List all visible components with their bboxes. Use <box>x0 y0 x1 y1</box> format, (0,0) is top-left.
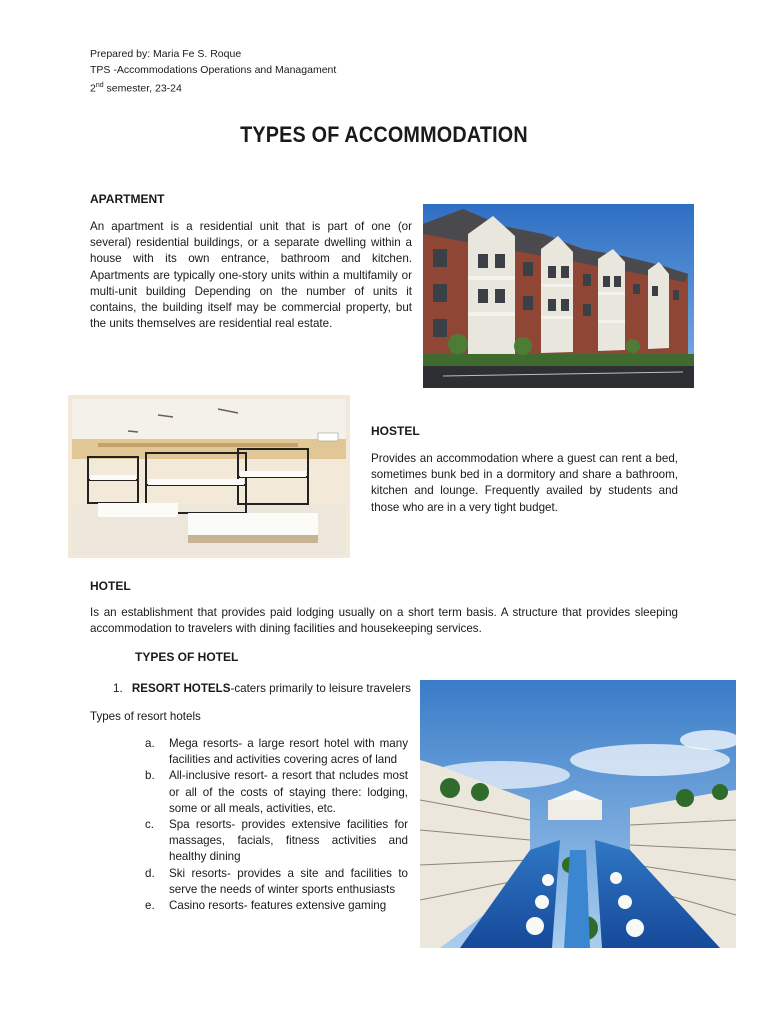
list-item <box>145 817 408 866</box>
list-item-text: All-inclusive resort- a resort that ncludes most or all of the costs of staying there: lodging, some or all meals, activities, etc. <box>169 769 408 815</box>
resort-types-list <box>145 736 408 914</box>
hotel-type-1-number: 1. <box>113 682 123 695</box>
apartment-photo <box>423 204 694 388</box>
hotel-type-1-description: -caters primarily to leisure travelers <box>230 682 411 695</box>
list-marker: e. <box>145 899 155 913</box>
list-item-text: Ski resorts- provides a site and facilities to serve the needs of winter sports enthusiasts <box>169 866 408 896</box>
course-name: TPS -Accommodations Operations and Managament <box>90 64 337 76</box>
list-marker: a. <box>145 737 155 750</box>
semester <box>90 78 182 97</box>
list-item <box>145 898 408 914</box>
list-item <box>145 736 408 768</box>
list-item-text: Spa resorts- provides extensive facilities for massages, facials, fitness activities and healthy dining <box>169 818 408 864</box>
list-marker: b. <box>145 769 155 783</box>
list-marker: d. <box>145 866 155 880</box>
resort-types-label: Types of resort hotels <box>90 710 201 723</box>
hotel-type-1 <box>113 681 413 697</box>
semester-number: 2 <box>90 82 96 95</box>
hostel-photo <box>68 395 350 558</box>
list-item-text: Casino resorts- features extensive gaming <box>169 899 387 913</box>
hostel-text: Provides an accommodation where a guest can rent a bed, sometimes bunk bed in a dormitory and share a bathroom, kitchen and lounge. Frequently availed by students and those who are in a very tight budget. <box>371 452 678 514</box>
list-marker: c. <box>145 818 155 832</box>
list-item <box>145 768 408 817</box>
resort-hotel-photo <box>420 680 736 948</box>
apartment-heading: APARTMENT <box>90 192 165 206</box>
list-item-text: Mega resorts- a large resort hotel with many facilities and activities covering acres of land <box>169 737 408 767</box>
semester-text: semester, 23-24 <box>103 82 182 95</box>
apartment-text: An apartment is a residential unit that is part of one (or several) residential buildings, or a separate dwelling within a house with its own entrance, bathroom and kitchen. Apartments are typically one-story units within a multifamily or multi-unit building Depending on the number of units it contains, the building itself may be commercial property, but the units themselves are residential real estate. <box>90 220 412 331</box>
list-item <box>145 866 408 898</box>
types-of-hotel-heading: TYPES OF HOTEL <box>135 650 239 664</box>
page-title: TYPES OF ACCOMMODATION <box>240 122 528 147</box>
hotel-text: Is an establishment that provides paid lodging usually on a short term basis. A structure that provides sleeping accommodation to travelers with dining facilities and housekeeping services. <box>90 606 678 636</box>
hostel-heading: HOSTEL <box>371 424 420 438</box>
hotel-heading: HOTEL <box>90 579 131 593</box>
semester-suffix: nd <box>95 82 104 89</box>
prepared-by: Prepared by: Maria Fe S. Roque <box>90 48 242 60</box>
hotel-type-1-name: RESORT HOTELS <box>131 682 231 695</box>
